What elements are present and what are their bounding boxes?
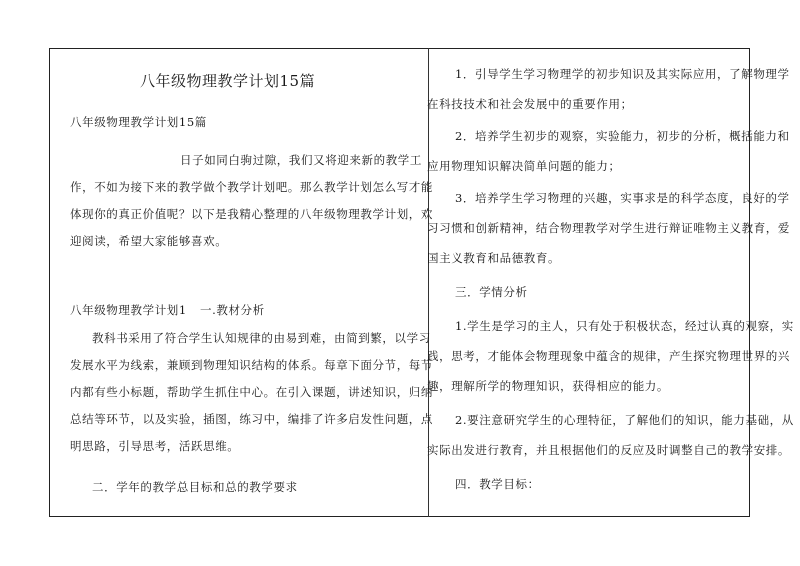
goal-line: 2．培养学生初步的观察，实验能力，初步的分析，概括能力和 bbox=[455, 129, 790, 143]
section1-line: 教科书采用了符合学生认知规律的由易到难，由简到繁，以学习 bbox=[92, 331, 431, 345]
intro-subtitle: 八年级物理教学计划15篇 bbox=[70, 115, 207, 129]
analysis-line: 趣，理解所学的物理知识，获得相应的能力。 bbox=[427, 379, 669, 393]
section2-heading: 二．学年的教学总目标和总的教学要求 bbox=[92, 480, 298, 494]
analysis-line: 实际出发进行教育，并且根据他们的反应及时调整自己的教学安排。 bbox=[427, 443, 790, 457]
analysis-line: 1.学生是学习的主人，只有处于积极状态，经过认真的观察，实 bbox=[455, 319, 794, 333]
goal-line: 国主义教育和品德教育。 bbox=[427, 251, 561, 265]
goal-line: 1．引导学生学习物理学的初步知识及其实际应用，了解物理学 bbox=[455, 67, 790, 81]
goal-line: 在科技技术和社会发展中的重要作用； bbox=[427, 97, 633, 111]
goal-line: 应用物理知识解决简单问题的能力； bbox=[427, 159, 621, 173]
intro-line: 日子如同白驹过隙，我们又将迎来新的教学工 bbox=[180, 153, 422, 167]
section3-heading: 三．学情分析 bbox=[455, 285, 528, 299]
section1-subheading: 一.教材分析 bbox=[200, 303, 265, 317]
section1-heading: 八年级物理教学计划1 bbox=[70, 303, 187, 317]
intro-line: 体现你的真正价值呢？以下是我精心整理的八年级物理教学计划，欢 bbox=[70, 207, 433, 221]
goal-line: 习习惯和创新精神，结合物理教学对学生进行辩证唯物主义教育，爱 bbox=[427, 221, 790, 235]
section4-heading: 四．教学目标： bbox=[455, 477, 540, 491]
section1-line: 总结等环节，以及实验，插图，练习中，编排了许多启发性问题，点 bbox=[70, 412, 433, 426]
analysis-line: 践，思考，才能体会物理现象中蕴含的规律，产生探究物理世界的兴 bbox=[427, 349, 790, 363]
section1-line: 内都有些小标题，帮助学生抓住中心。在引入课题，讲述知识，归纳 bbox=[70, 385, 433, 399]
goal-line: 3．培养学生学习物理的兴趣，实事求是的科学态度，良好的学 bbox=[455, 191, 790, 205]
analysis-line: 2.要注意研究学生的心理特征，了解他们的知识，能力基础，从 bbox=[455, 413, 794, 427]
intro-line: 作，不如为接下来的教学做个教学计划吧。那么教学计划怎么写才能 bbox=[70, 180, 433, 194]
section1-line: 明思路，引导思考，活跃思维。 bbox=[70, 439, 240, 453]
document-title: 八年级物理教学计划15篇 bbox=[140, 72, 316, 90]
intro-line: 迎阅读，希望大家能够喜欢。 bbox=[70, 234, 228, 248]
section1-line: 发展水平为线索，兼顾到物理知识结构的体系。每章下面分节，每节 bbox=[70, 358, 433, 372]
